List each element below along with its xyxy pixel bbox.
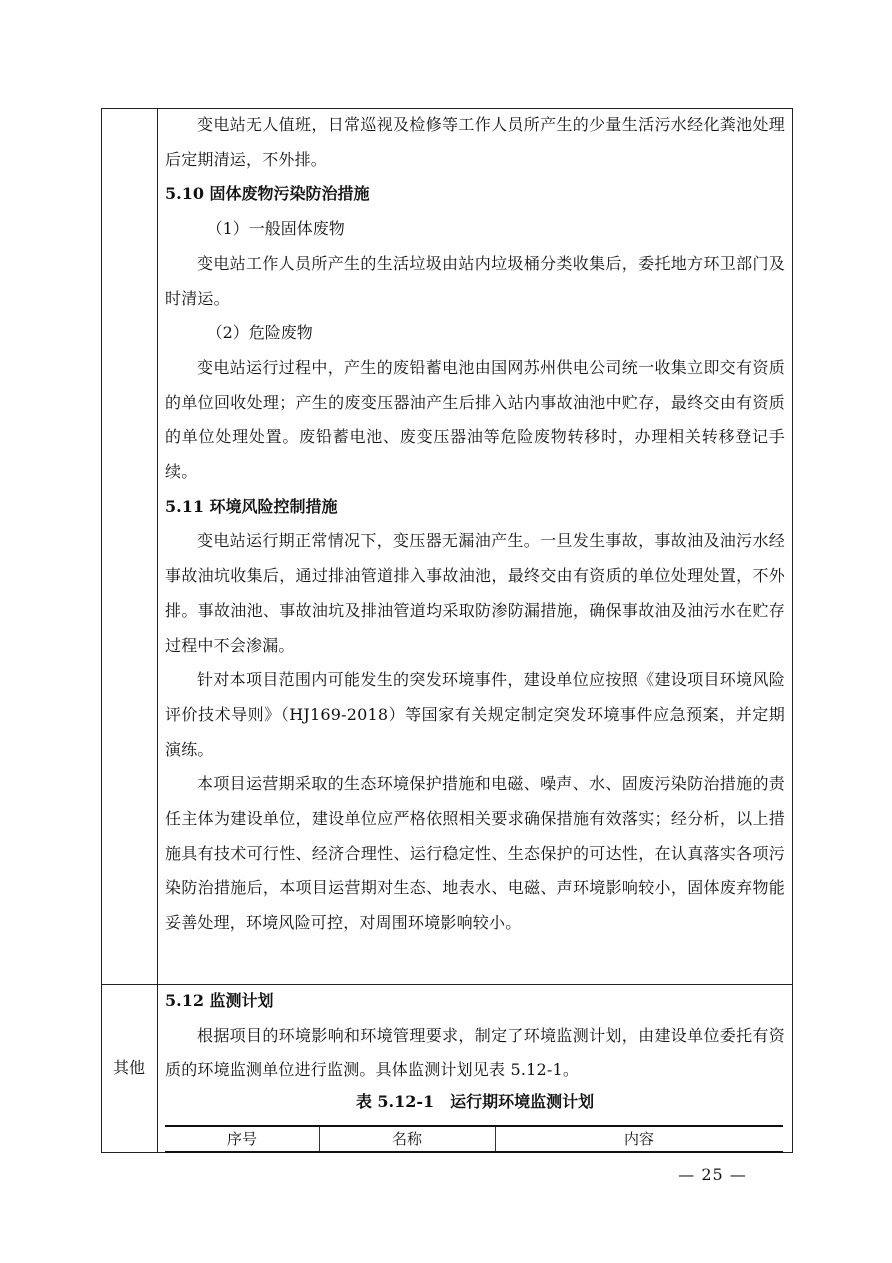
- table-caption: 表 5.12-1 运行期环境监测计划: [355, 1092, 595, 1111]
- page-number: — 25 —: [678, 1165, 747, 1184]
- table-top-rule: [165, 1125, 783, 1127]
- column-divider: [157, 108, 158, 1153]
- table-header-content: 内容: [623, 1130, 654, 1148]
- paragraph-hazardous-waste: 变电站运行过程中，产生的废铅蓄电池由国网苏州供电公司统一收集立即交有资质的单位回收处理；产生的废变压器油产生后排入站内事故油池中贮存，最终交由有资质的单位处理处置。废铅蓄电池、废变压器油等危险废物转移时，办理相关转移登记手续。: [165, 357, 785, 482]
- other-content: [165, 984, 785, 1088]
- paragraph-sewage: 变电站无人值班，日常巡视及检修等工作人员所产生的少量生活污水经化粪池处理后定期清运，不外排。: [165, 115, 785, 169]
- main-content: [165, 108, 785, 941]
- side-label-other: 其他: [112, 1058, 145, 1077]
- heading-5-12: 5.12 监测计划: [165, 991, 274, 1010]
- table-header-index: 序号: [226, 1130, 257, 1148]
- paragraph-summary: 本项目运营期采取的生态环境保护措施和电磁、噪声、水、固废污染防治措施的责任主体为建设单位，建设单位应严格依照相关要求确保措施有效落实；经分析，以上措施具有技术可行性、经济合理性、运行稳定性、生态保护的可达性，在认真落实各项污染防治措施后，本项目运营期对生态、地表水、电磁、声环境影响较小，固体废弃物能妥善处理，环境风险可控，对周围环境影响较小。: [165, 774, 785, 933]
- subheading-hazardous-waste: （2）危险废物: [206, 323, 313, 343]
- paragraph-risk-plan: 针对本项目范围内可能发生的突发环境事件，建设单位应按照《建设项目环境风险评价技术导则》（HJ169-2018）等国家有关规定制定突发环境事件应急预案，并定期演练。: [165, 670, 785, 759]
- heading-5-11: 5.11 环境风险控制措施: [165, 496, 338, 516]
- table-header-name: 名称: [391, 1130, 422, 1148]
- table-header-rule: [165, 1151, 783, 1153]
- subheading-general-waste: （1）一般固体废物: [206, 219, 345, 239]
- paragraph-monitoring: 根据项目的环境影响和环境管理要求，制定了环境监测计划，由建设单位委托有资质的环境监测单位进行监测。具体监测计划见表 5.12-1。: [165, 1025, 785, 1080]
- heading-5-10: 5.10 固体废物污染防治措施: [165, 184, 370, 204]
- paragraph-risk-oil: 变电站运行期正常情况下，变压器无漏油产生。一旦发生事故，事故油及油污水经事故油坑收集后，通过排油管道排入事故油池，最终交由有资质的单位处理处置，不外排。事故油池、事故油坑及排油管道均采取防渗防漏措施，确保事故油及油污水在贮存过程中不会渗漏。: [165, 531, 785, 655]
- paragraph-general-waste: 变电站工作人员所产生的生活垃圾由站内垃圾桶分类收集后，委托地方环卫部门及时清运。: [165, 253, 785, 308]
